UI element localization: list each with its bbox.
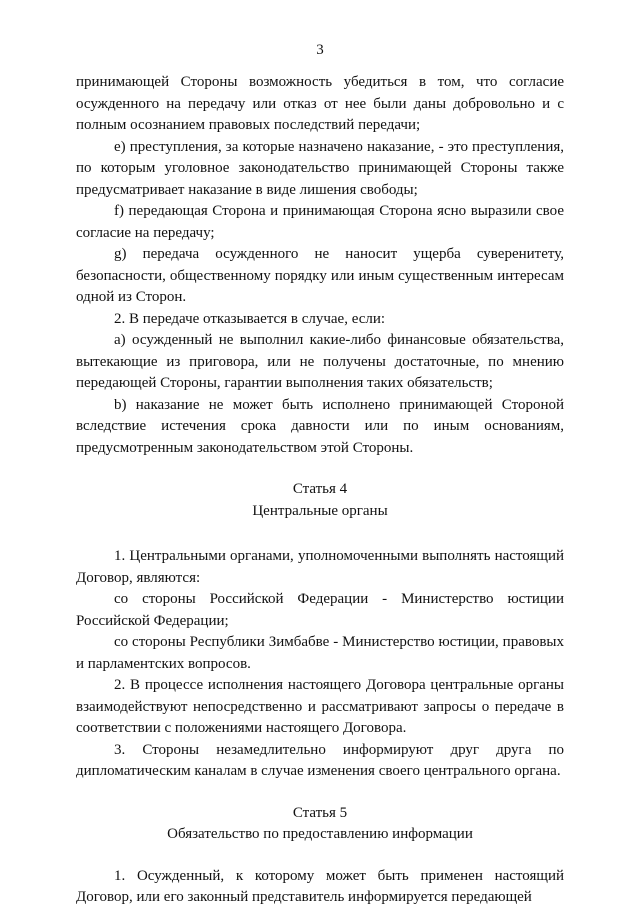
article-4-paragraph-rf: со стороны Российской Федерации - Министерство юстиции Российской Федерации;: [76, 591, 564, 629]
article-5-paragraph-1: 1. Осужденный, к которому может быть применен настоящий Договор, или его законный представитель информируется передающей: [76, 867, 564, 905]
article-4-paragraph-2: 2. В процессе исполнения настоящего Договора центральные органы взаимодействуют непосредственно и рассматривают запросы о передаче в соответствии с положениями настоящего Договора.: [76, 677, 564, 736]
paragraph-refusal-intro: 2. В передаче отказывается в случае, если:: [114, 310, 386, 327]
paragraph-refusal-b: b) наказание не может быть исполнено принимающей Стороной вследствие истечения срока давности или по иным основаниям, предусмотренным законодательством этой Стороны.: [76, 396, 564, 456]
article-4-title: Центральные органы: [252, 502, 388, 519]
document-body: [76, 72, 564, 909]
article-4-paragraph-1: 1. Центральными органами, уполномоченными выполнять настоящий Договор, являются:: [76, 548, 564, 586]
paragraph-item-e: e) преступления, за которые назначено наказание, - это преступления, по которым уголовное законодательство принимающей Стороны также предусматривает наказание в виде лишения свободы;: [76, 138, 564, 198]
paragraph-item-f: f) передающая Сторона и принимающая Сторона ясно выразили свое согласие на передачу;: [76, 203, 564, 241]
article-4-paragraph-3: 3. Стороны незамедлительно информируют друг друга по дипломатическим каналам в случае изменения своего центрального органа.: [76, 741, 564, 779]
page-number: 3: [316, 42, 324, 58]
paragraph-item-g: g) передача осужденного не наносит ущерба суверенитету, безопасности, общественному порядку или иным существенным интересам одной из Сторон.: [76, 246, 564, 305]
article-5-title: Обязательство по предоставлению информации: [167, 826, 473, 842]
paragraph-refusal-a: a) осужденный не выполнил какие-либо финансовые обязательства, вытекающие из приговора, или не получены достаточные, по мнению передающей Стороны, гарантии выполнения таких обязательств;: [76, 332, 564, 391]
article-4-paragraph-zimbabwe: со стороны Республики Зимбабве - Министерство юстиции, правовых и парламентских вопросов.: [76, 634, 564, 672]
article-5-number: Статья 5: [292, 804, 348, 821]
article-4-number: Статья 4: [292, 481, 348, 497]
paragraph-intro-continuation: принимающей Стороны возможность убедиться в том, что согласие осужденного на передачу или отказ от нее были даны добровольно и с полным осознанием правовых последствий передачи;: [76, 74, 564, 133]
